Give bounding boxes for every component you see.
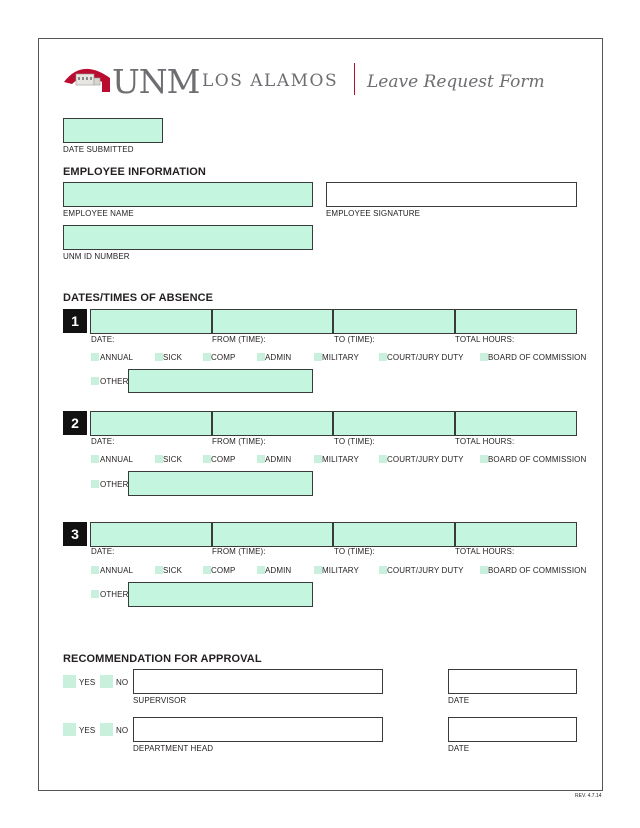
to-time-field[interactable] (333, 522, 455, 547)
from-time-field[interactable] (212, 411, 333, 436)
sick-checkbox[interactable] (155, 455, 163, 463)
from-time-field[interactable] (212, 309, 333, 334)
to-time-field[interactable] (333, 411, 455, 436)
military-checkbox[interactable] (314, 455, 322, 463)
court-jury-checkbox[interactable] (379, 455, 387, 463)
annual-label: ANNUAL (100, 353, 134, 362)
military-label: MILITARY (322, 353, 359, 362)
admin-checkbox[interactable] (257, 566, 265, 574)
court-jury-checkbox[interactable] (379, 566, 387, 574)
department-head-field[interactable] (133, 717, 383, 742)
board-commission-checkbox[interactable] (480, 353, 488, 361)
entry-number: 2 (63, 411, 87, 435)
dept-head-yes-checkbox[interactable] (63, 723, 76, 736)
to-time-field[interactable] (333, 309, 455, 334)
date-label: DATE: (91, 547, 115, 556)
logo-campus: LOS ALAMOS (202, 71, 339, 91)
board-commission-label: BOARD OF COMMISSION (488, 353, 587, 362)
logo-divider (354, 63, 355, 95)
employee-name-field[interactable] (63, 182, 313, 207)
sick-label: SICK (163, 353, 183, 362)
court-jury-checkbox[interactable] (379, 353, 387, 361)
department-head-label: DEPARTMENT HEAD (133, 744, 214, 753)
board-commission-label: BOARD OF COMMISSION (488, 455, 587, 464)
annual-checkbox[interactable] (91, 353, 99, 361)
board-commission-checkbox[interactable] (480, 566, 488, 574)
employee-info-heading: EMPLOYEE INFORMATION (63, 166, 206, 178)
military-label: MILITARY (322, 566, 359, 575)
comp-label: COMP (211, 353, 236, 362)
date-submitted-field[interactable] (63, 118, 163, 143)
other-label: OTHER (100, 377, 129, 386)
other-label: OTHER (100, 590, 129, 599)
total-hours-field[interactable] (455, 309, 577, 334)
employee-signature-field[interactable] (326, 182, 577, 207)
admin-label: ADMIN (265, 353, 292, 362)
other-field[interactable] (128, 369, 313, 393)
employee-name-label: EMPLOYEE NAME (63, 209, 134, 218)
supervisor-date-label: DATE (448, 696, 470, 705)
admin-checkbox[interactable] (257, 353, 265, 361)
logo-unm: UNM (112, 62, 200, 101)
to-time-label: TO (TIME): (334, 547, 375, 556)
date-submitted-label: DATE SUBMITTED (63, 145, 134, 154)
employee-signature-label: EMPLOYEE SIGNATURE (326, 209, 421, 218)
annual-label: ANNUAL (100, 566, 134, 575)
sick-checkbox[interactable] (155, 566, 163, 574)
yes-label: YES (79, 678, 96, 687)
admin-label: ADMIN (265, 566, 292, 575)
annual-label: ANNUAL (100, 455, 134, 464)
dept-head-date-label: DATE (448, 744, 470, 753)
sick-label: SICK (163, 566, 183, 575)
supervisor-yes-checkbox[interactable] (63, 675, 76, 688)
absence-entry-3 (63, 522, 587, 614)
annual-checkbox[interactable] (91, 455, 99, 463)
absence-entry-2 (63, 411, 587, 503)
to-time-label: TO (TIME): (334, 437, 375, 446)
comp-checkbox[interactable] (203, 566, 211, 574)
total-hours-label: TOTAL HOURS: (455, 547, 515, 556)
dept-head-date-field[interactable] (448, 717, 577, 742)
form-title: Leave Request Form (367, 72, 545, 92)
to-time-label: TO (TIME): (334, 335, 375, 344)
other-checkbox[interactable] (91, 480, 99, 488)
no-label: NO (116, 678, 129, 687)
court-jury-label: COURT/JURY DUTY (387, 353, 464, 362)
from-time-field[interactable] (212, 522, 333, 547)
court-jury-label: COURT/JURY DUTY (387, 455, 464, 464)
absence-heading: DATES/TIMES OF ABSENCE (63, 292, 214, 304)
from-time-label: FROM (TIME): (212, 335, 266, 344)
other-checkbox[interactable] (91, 377, 99, 385)
yes-label: YES (79, 726, 96, 735)
other-field[interactable] (128, 582, 313, 607)
court-jury-label: COURT/JURY DUTY (387, 566, 464, 575)
unm-logo-mark (62, 60, 112, 94)
unm-id-label: UNM ID NUMBER (63, 252, 130, 261)
unm-id-field[interactable] (63, 225, 313, 250)
approval-heading: RECOMMENDATION FOR APPROVAL (63, 653, 262, 665)
military-checkbox[interactable] (314, 353, 322, 361)
supervisor-field[interactable] (133, 669, 383, 694)
admin-checkbox[interactable] (257, 455, 265, 463)
other-field[interactable] (128, 471, 313, 496)
military-checkbox[interactable] (314, 566, 322, 574)
date-label: DATE: (91, 335, 115, 344)
total-hours-field[interactable] (455, 411, 577, 436)
comp-label: COMP (211, 566, 236, 575)
supervisor-date-field[interactable] (448, 669, 577, 694)
sick-checkbox[interactable] (155, 353, 163, 361)
sick-label: SICK (163, 455, 183, 464)
date-label: DATE: (91, 437, 115, 446)
total-hours-label: TOTAL HOURS: (455, 335, 515, 344)
military-label: MILITARY (322, 455, 359, 464)
comp-checkbox[interactable] (203, 455, 211, 463)
entry-number: 1 (63, 309, 87, 333)
date-field[interactable] (90, 522, 212, 547)
annual-checkbox[interactable] (91, 566, 99, 574)
total-hours-field[interactable] (455, 522, 577, 547)
other-checkbox[interactable] (91, 590, 99, 598)
comp-checkbox[interactable] (203, 353, 211, 361)
revision-note: REV. 4.7.14 (575, 793, 602, 799)
from-time-label: FROM (TIME): (212, 437, 266, 446)
other-label: OTHER (100, 480, 129, 489)
date-field[interactable] (90, 309, 212, 334)
supervisor-label: SUPERVISOR (133, 696, 187, 705)
from-time-label: FROM (TIME): (212, 547, 266, 556)
total-hours-label: TOTAL HOURS: (455, 437, 515, 446)
absence-entry-1 (63, 309, 587, 401)
comp-label: COMP (211, 455, 236, 464)
admin-label: ADMIN (265, 455, 292, 464)
supervisor-no-checkbox[interactable] (100, 675, 113, 688)
board-commission-label: BOARD OF COMMISSION (488, 566, 587, 575)
entry-number: 3 (63, 522, 87, 546)
dept-head-no-checkbox[interactable] (100, 723, 113, 736)
no-label: NO (116, 726, 129, 735)
date-field[interactable] (90, 411, 212, 436)
board-commission-checkbox[interactable] (480, 455, 488, 463)
